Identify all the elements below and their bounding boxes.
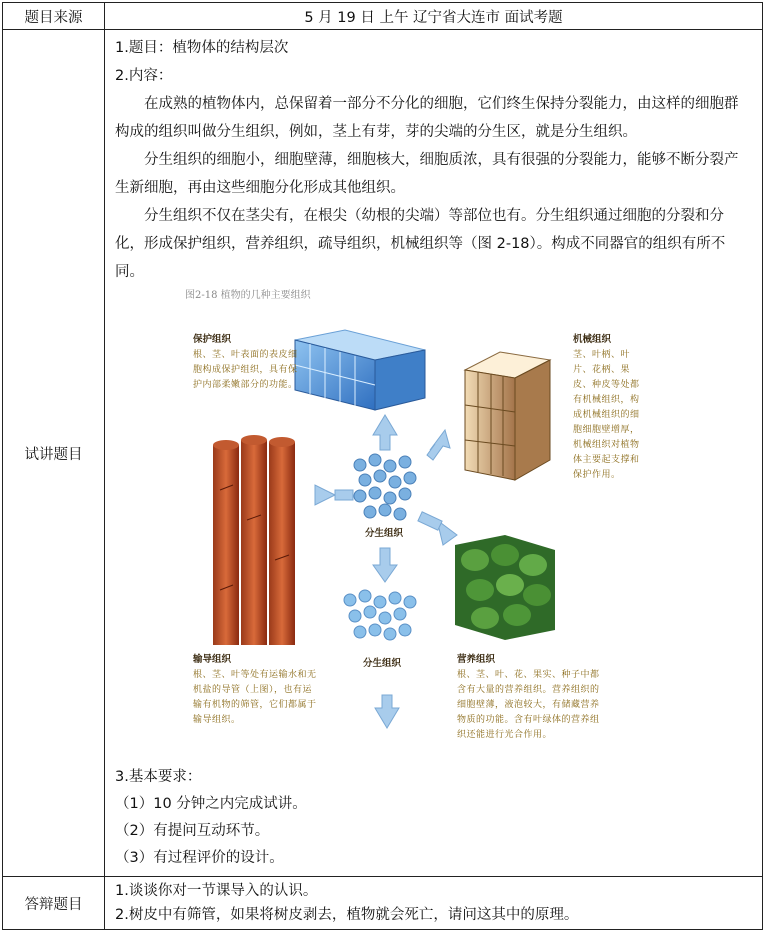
- meristem-label-2: 分生组织: [363, 658, 402, 669]
- header-row: [3, 3, 763, 30]
- conducting-tissue-desc: 根、茎、叶等处有运输水和无 机盐的导管（上图），也有运 输有机物的筛管，它们都属于 输导组织。: [193, 670, 317, 725]
- paragraph-1: 在成熟的植物体内，总保留着一部分不分化的细胞，它们终生保持分裂能力，由这样的细胞群构成的组织叫做分生组织，例如，茎上有芽，芽的尖端的分生区，就是分生组织。: [115, 96, 739, 140]
- meristem-tissue-image: [354, 454, 416, 520]
- nutritive-tissue-name: 营养组织: [457, 654, 496, 665]
- defense-row: [3, 877, 763, 930]
- conducting-tissue-name: 输导组织: [193, 654, 232, 665]
- protective-tissue-image: [295, 330, 425, 410]
- defense-label: 答辩题目: [3, 877, 105, 930]
- requirement-2: （2）有提问互动环节。: [115, 823, 270, 839]
- protective-tissue-desc: 根、茎、叶表面的表皮细 胞构成保护组织，具有保 护内部柔嫩部分的功能。: [193, 350, 298, 390]
- lecture-label: 试讲题目: [3, 30, 105, 877]
- defense-question-1: 1.谈谈你对一节课导入的认识。: [115, 883, 318, 899]
- protective-tissue-name: 保护组织: [193, 334, 232, 345]
- requirement-3: （3）有过程评价的设计。: [115, 850, 284, 866]
- topic-line: 1.题目：植物体的结构层次: [115, 40, 289, 56]
- lecture-content: [105, 30, 763, 877]
- conducting-tissue-image: [213, 435, 295, 645]
- nutritive-tissue-image: [455, 535, 555, 640]
- requirements-label: 3.基本要求：: [115, 769, 202, 785]
- defense-question-2: 2.树皮中有筛管，如果将树皮剥去，植物就会死亡，请问这其中的原理。: [115, 907, 579, 923]
- meristem-tissue-image-2: [344, 590, 416, 640]
- source-value: 5 月 19 日 上午 辽宁省大连市 面试考题: [105, 3, 763, 30]
- content-label: 2.内容：: [115, 68, 173, 84]
- nutritive-tissue-desc: 根、茎、叶、花、果实、种子中都 含有大量的营养组织。营养组织的 细胞壁薄，液泡较大，有储藏营养 物质的功能。含有叶绿体的营养组 织还能进行光合作用。: [457, 670, 600, 740]
- source-label: 题目来源: [3, 3, 105, 30]
- lecture-row: [3, 30, 763, 877]
- figure-caption: 图2-18 植物的几种主要组织: [185, 290, 311, 301]
- tissue-figure: [175, 290, 675, 760]
- meristem-label-1: 分生组织: [365, 528, 404, 539]
- defense-content: [105, 877, 763, 930]
- exam-table: [2, 2, 763, 930]
- mechanical-tissue-name: 机械组织: [573, 334, 612, 345]
- paragraph-3: 分生组织不仅在茎尖有，在根尖（幼根的尖端）等部位也有。分生组织通过细胞的分裂和分化，形成保护组织，营养组织，疏导组织，机械组织等（图 2-18）。构成不同器官的组织有所不同。: [115, 208, 726, 280]
- requirement-1: （1）10 分钟之内完成试讲。: [115, 796, 307, 812]
- mechanical-tissue-image: [465, 352, 550, 480]
- mechanical-tissue-desc: 茎、叶柄、叶 片、花柄、果 皮、种皮等处都 有机械组织，构 成机械组织的细 胞细胞壁增厚， 机械组织对植物 体主要起支撑和 保护作用。: [573, 350, 640, 480]
- paragraph-2: 分生组织的细胞小，细胞壁薄，细胞核大，细胞质浓，具有很强的分裂能力，能够不断分裂产生新细胞，再由这些细胞分化形成其他组织。: [115, 152, 739, 196]
